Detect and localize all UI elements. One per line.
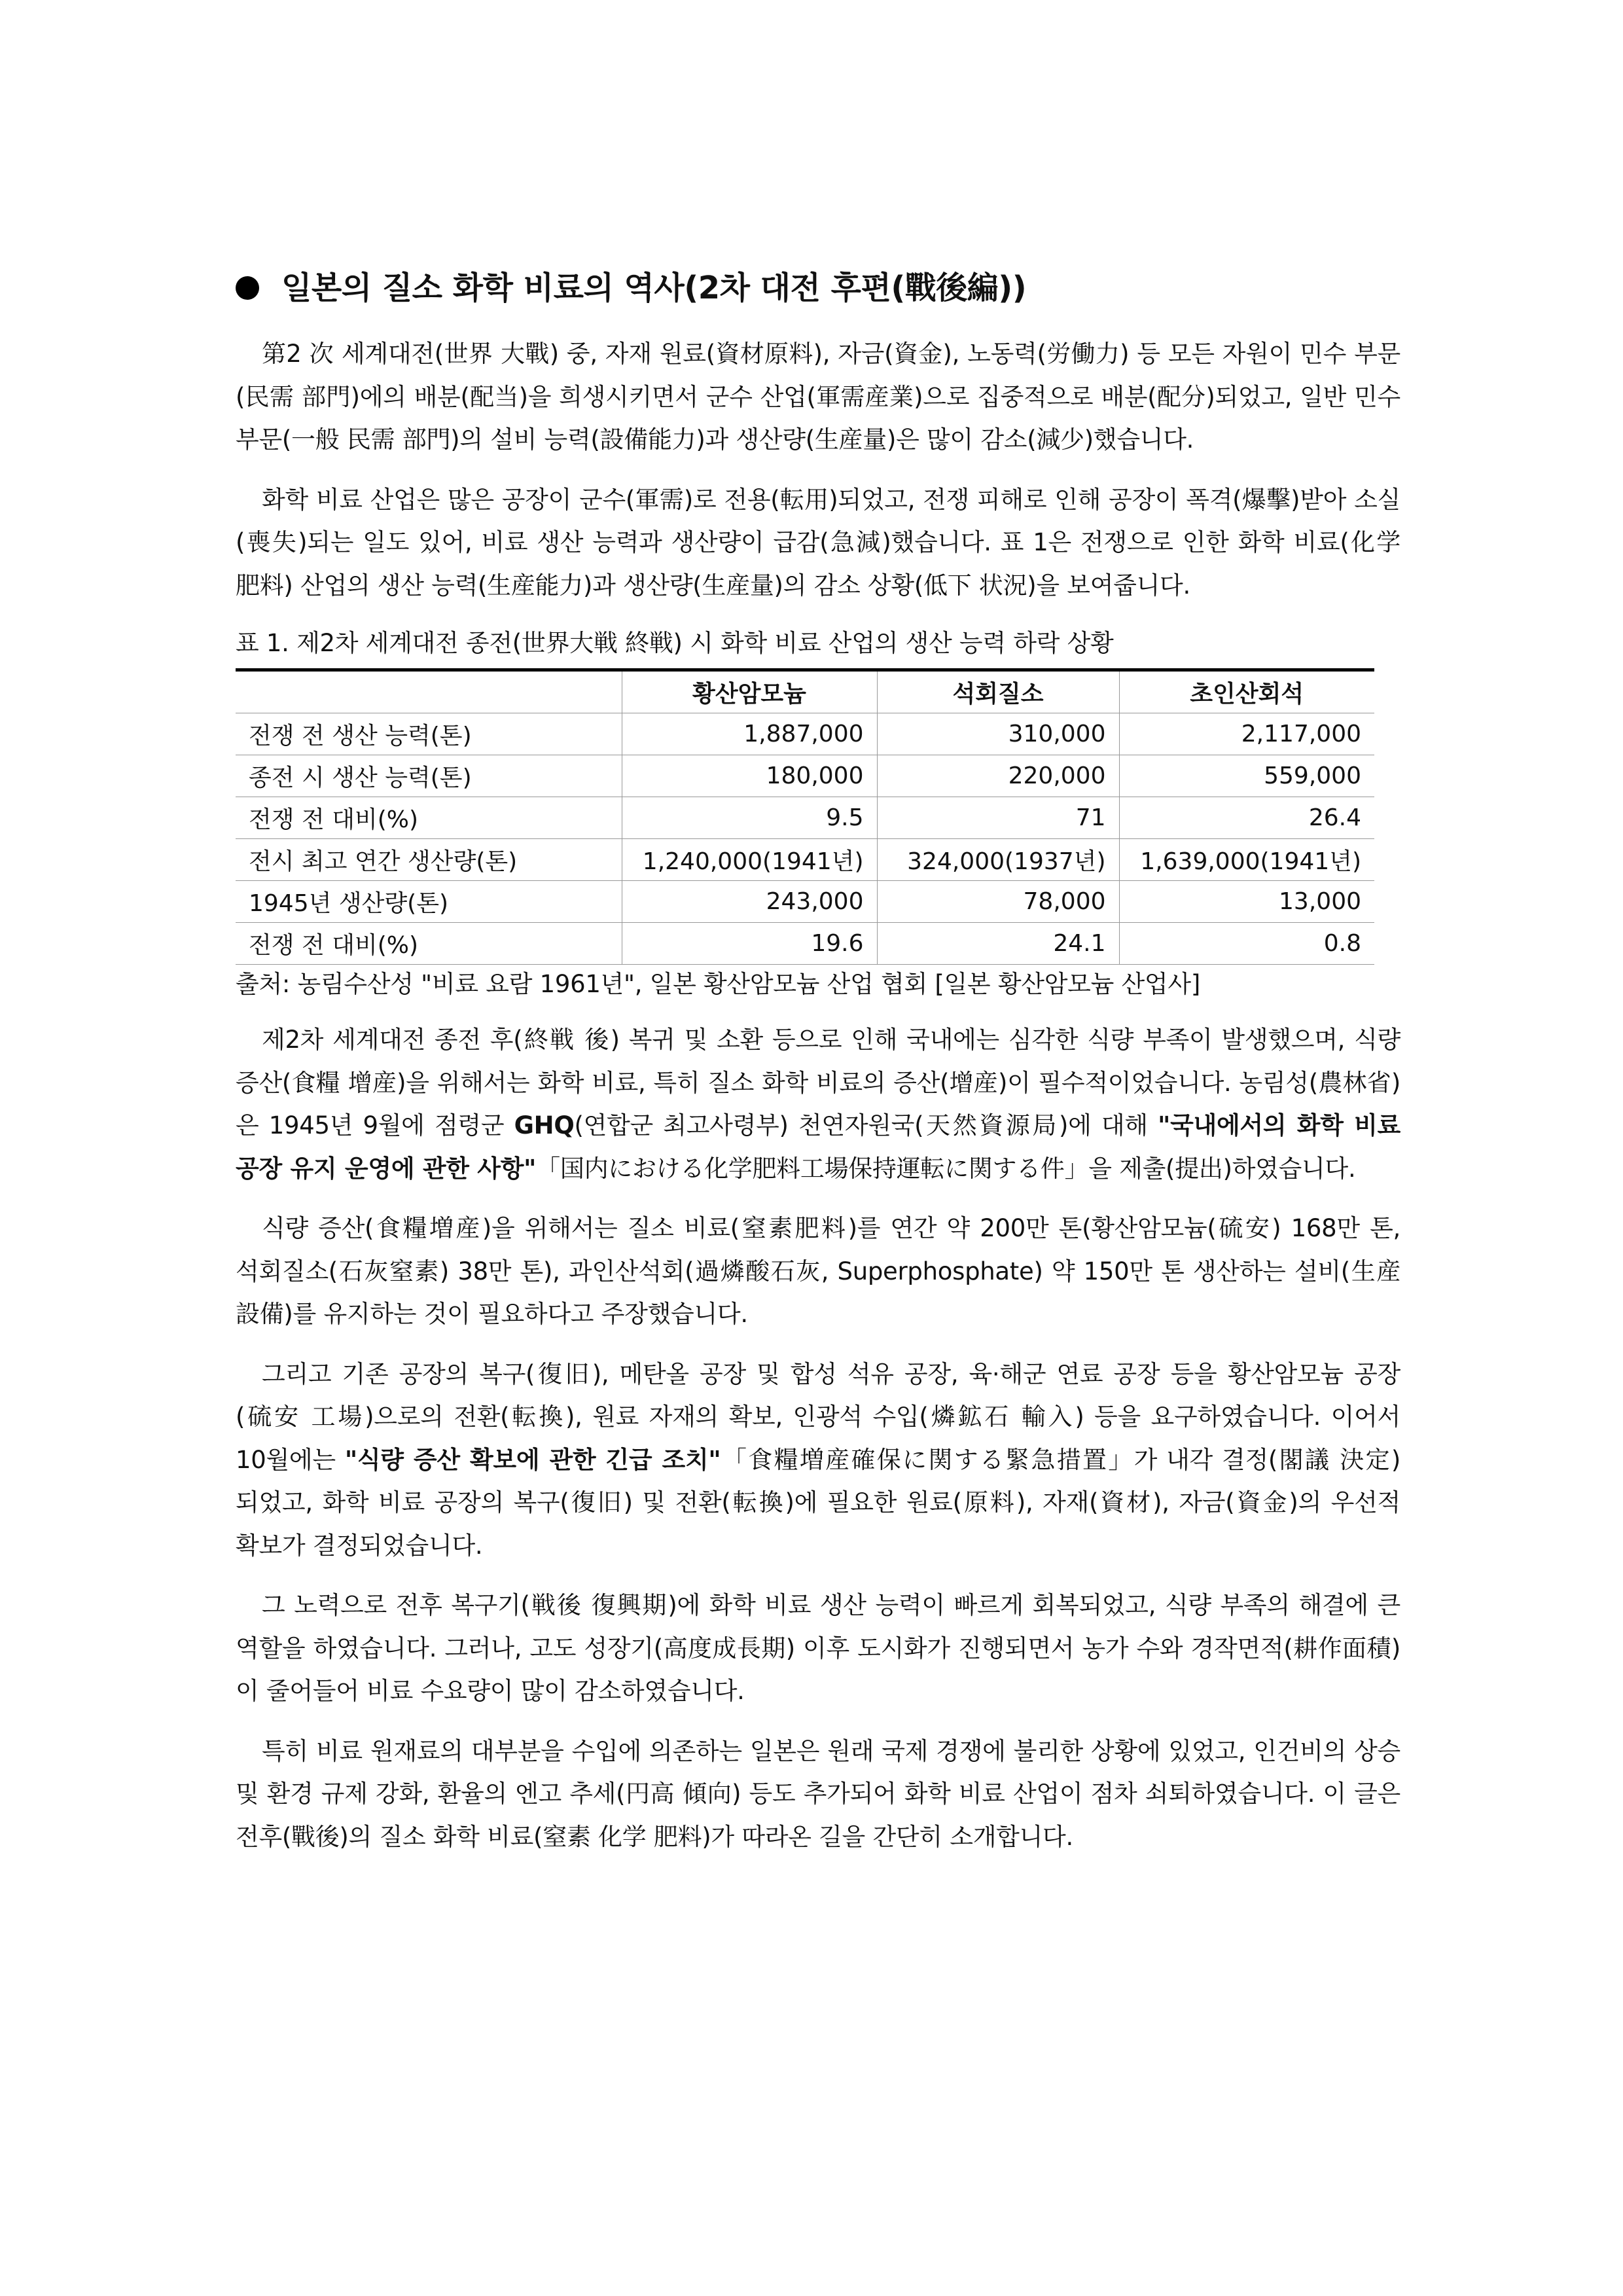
table-row-label: 전시 최고 연간 생산량(톤) (236, 839, 622, 881)
table-row (236, 713, 1374, 755)
document-title-emphasis: "국내에서의 화학 비료 공장 유지 운영에 관한 사항" (236, 1111, 1400, 1183)
table-cell: 78,000 (877, 881, 1119, 923)
document-page (236, 262, 1400, 1875)
table-cell: 220,000 (877, 755, 1119, 797)
bullet-icon (236, 276, 259, 300)
table-cell: 19.6 (622, 923, 877, 965)
table-cell: 71 (877, 797, 1119, 839)
paragraph-2: 화학 비료 산업은 많은 공장이 군수(軍需)로 전용(転用)되었고, 전쟁 피해로 인해 공장이 폭격(爆擊)받아 소실(喪失)되는 일도 있어, 비료 생산 능력과 생산량이 급감(急減)했습니다. 표 1은 전쟁으로 인한 화학 비료(化学 肥料) 산업의 생산 능력(生産能力)과 생산량(生産量)의 감소 상황(低下 状況)을 보여줍니다. (236, 485, 1400, 600)
table-header-cell (236, 670, 622, 713)
table-cell: 1,639,000(1941년) (1119, 839, 1374, 881)
paragraph-7: 특히 비료 원재료의 대부분을 수입에 의존하는 일본은 원래 국제 경쟁에 불리한 상황에 있었고, 인건비의 상승 및 환경 규제 강화, 환율의 엔고 추세(円高 傾向) 등도 추가되어 화학 비료 산업이 점차 쇠퇴하였습니다. 이 글은 전후(戰後)의 질소 화학 비료(窒素 化学 肥料)가 따라온 길을 간단히 소개합니다. (236, 1736, 1400, 1851)
table-cell: 180,000 (622, 755, 877, 797)
paragraph-3 (236, 1018, 1400, 1190)
paragraph-1: 第2 次 세계대전(世界 大戰) 중, 자재 원료(資材原料), 자금(資金), 노동력(労働力) 등 모든 자원이 민수 부문(民需 部門)에의 배분(配当)을 희생시키면서 군수 산업(軍需産業)으로 집중적으로 배분(配分)되었고, 일반 민수 부문(一般 民需 部門)의 설비 능력(設備能力)과 생산량(生産量)은 많이 감소(減少)했습니다. (236, 340, 1400, 454)
table-header-cell: 황산암모늄 (622, 670, 877, 713)
paragraph-4: 식량 증산(食糧増産)을 위해서는 질소 비료(窒素肥料)를 연간 약 200만 톤(황산암모늄(硫安) 168만 톤, 석회질소(石灰窒素) 38만 톤), 과인산석회(過燐酸石灰, Superphosphate) 약 150만 톤 생산하는 설비(生産 設備)를 유지하는 것이 필요하다고 주장했습니다. (236, 1214, 1400, 1328)
table-row (236, 923, 1374, 965)
table-cell: 24.1 (877, 923, 1119, 965)
table-caption: 표 1. 제2차 세계대전 종전(世界大戦 終戦) 시 화학 비료 산업의 생산 능력 하락 상황 (236, 629, 1114, 657)
ghq-emphasis: GHQ (514, 1111, 575, 1139)
table-cell: 2,117,000 (1119, 713, 1374, 755)
table-row-label: 전쟁 전 대비(%) (236, 923, 622, 965)
table-cell: 13,000 (1119, 881, 1374, 923)
table-row-label: 종전 시 생산 능력(톤) (236, 755, 622, 797)
title-text: 일본의 질소 화학 비료의 역사(2차 대전 후편(戰後編)) (281, 270, 1027, 306)
table-header-cell: 초인산회석 (1119, 670, 1374, 713)
production-capacity-table (236, 668, 1374, 965)
paragraph-6: 그 노력으로 전후 복구기(戦後 復興期)에 화학 비료 생산 능력이 빠르게 회복되었고, 식량 부족의 해결에 큰 역할을 하였습니다. 그러나, 고도 성장기(高度成長期) 이후 도시화가 진행되면서 농가 수와 경작면적(耕作面積)이 줄어들어 비료 수요량이 많이 감소하였습니다. (236, 1591, 1400, 1705)
table-cell: 26.4 (1119, 797, 1374, 839)
table-cell: 310,000 (877, 713, 1119, 755)
paragraph-5-text: 「食糧増産確保に関する緊急措置」가 내각 결정(閣議 決定)되었고, 화학 비료 공장의 복구(復旧) 및 전환(転換)에 필요한 원료(原料), 자재(資材), 자금(資金)의 우선적 확보가 결정되었습니다. (236, 1445, 1400, 1560)
table-cell: 1,887,000 (622, 713, 877, 755)
document-title (236, 262, 1400, 314)
table-row (236, 839, 1374, 881)
paragraph-3-text: 제2차 세계대전 종전 후(終戦 後) 복귀 및 소환 등으로 인해 국내에는 심각한 식량 부족이 발생했으며, 식량 증산(食糧 增産)을 위해서는 화학 비료, 특히 질소 화학 비료의 증산(增産)이 필수적이었습니다. 농림성(農林省)은 1945년 9월에 점령군 (236, 1026, 1400, 1139)
paragraph-3-text: 「国内における化学肥料工場保持運転に関する件」을 제출(提出)하였습니다. (536, 1154, 1356, 1183)
paragraph-5-text: 그리고 기존 공장의 복구(復旧), 메탄올 공장 및 합성 석유 공장, 육·해군 연료 공장 등을 황산암모늄 공장(硫安 工場)으로의 전환(転換), 원료 자재의 확보, 인광석 수입(燐鉱石 輸入) 등을 요구하였습니다. 이어서 10월에는 (236, 1359, 1400, 1474)
table-cell: 9.5 (622, 797, 877, 839)
table-row-label: 1945년 생산량(톤) (236, 881, 622, 923)
emergency-measure-emphasis: "식량 증산 확보에 관한 긴급 조치" (344, 1445, 721, 1474)
table-header-cell: 석회질소 (877, 670, 1119, 713)
table-cell: 1,240,000(1941년) (622, 839, 877, 881)
paragraph-5 (236, 1353, 1400, 1568)
table-row-label: 전쟁 전 대비(%) (236, 797, 622, 839)
table-cell: 559,000 (1119, 755, 1374, 797)
table-row-label: 전쟁 전 생산 능력(톤) (236, 713, 622, 755)
table-cell: 0.8 (1119, 923, 1374, 965)
table-cell: 243,000 (622, 881, 877, 923)
table-row (236, 755, 1374, 797)
table-header-row (236, 670, 1374, 713)
table-cell: 324,000(1937년) (877, 839, 1119, 881)
table-row (236, 881, 1374, 923)
table-source-note: 출처: 농림수산성 "비료 요람 1961년", 일본 황산암모늄 산업 협회 [일본 황산암모늄 산업사] (236, 970, 1200, 998)
table-row (236, 797, 1374, 839)
paragraph-3-text: (연합군 최고사령부) 천연자원국(天然資源局)에 대해 (574, 1111, 1158, 1139)
